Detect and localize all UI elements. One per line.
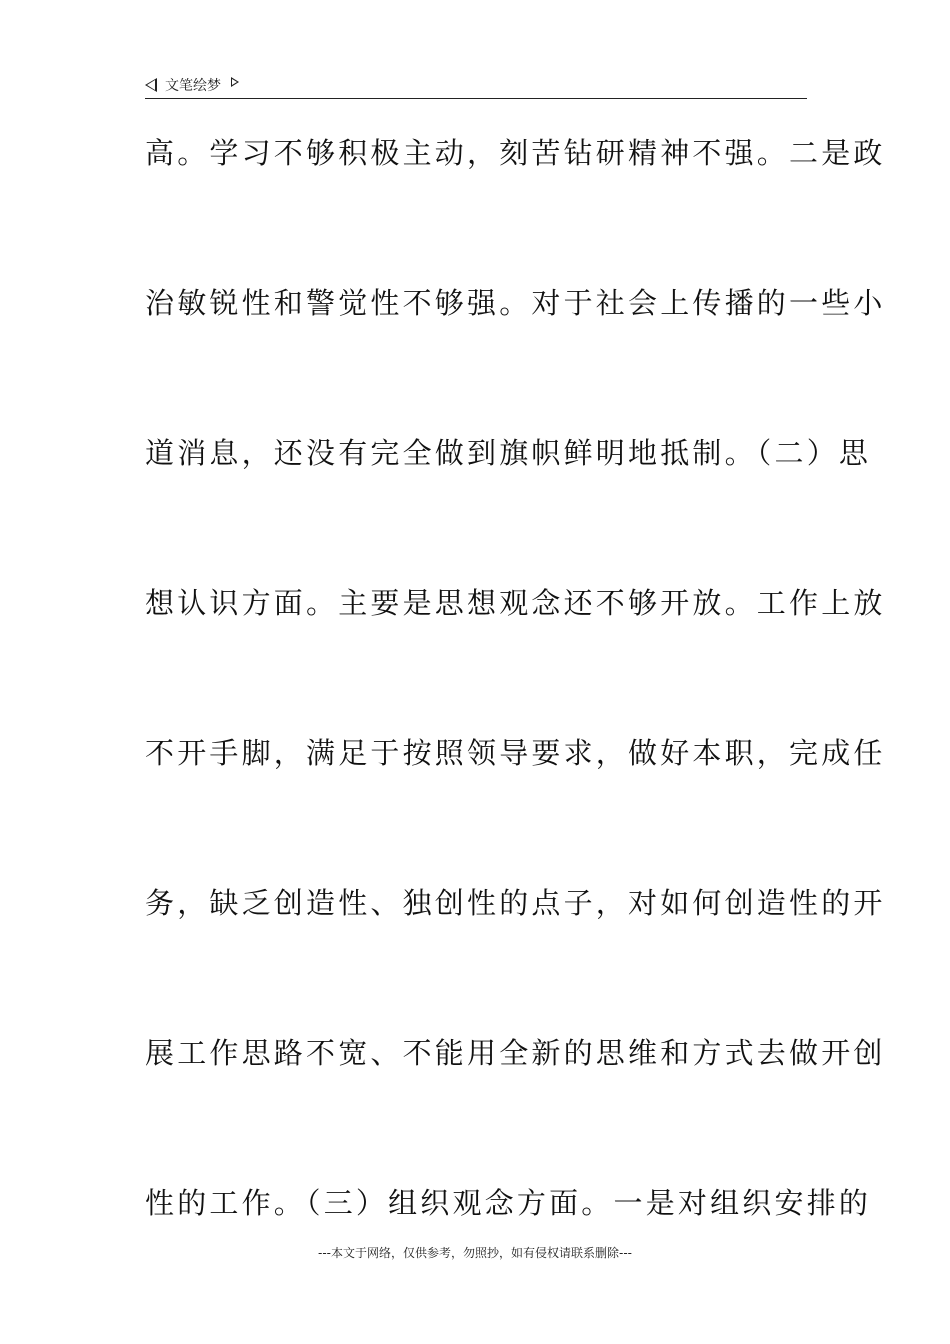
body-line: 务，缺乏创造性、独创性的点子，对如何创造性的开 [145,886,886,920]
body-line: 性的工作。（三）组织观念方面。一是对组织安排的 [145,1186,872,1220]
body-line: 治敏锐性和警觉性不够强。对于社会上传播的一些小 [145,286,886,320]
page-footer: ---本文于网络，仅供参考，勿照抄，如有侵权请联系删除--- [318,1246,632,1260]
body-line: 道消息，还没有完全做到旗帜鲜明地抵制。（二）思 [145,436,872,470]
body-line: 高。学习不够积极主动，刻苦钻研精神不强。二是政 [145,136,886,170]
document-body [145,124,886,1324]
body-line: 想认识方面。主要是思想观念还不够开放。工作上放 [145,586,886,620]
header-title: 文笔绘梦 [165,78,221,94]
page-header [145,72,807,99]
triangle-left-icon [145,78,157,92]
body-line: 展工作思路不宽、不能用全新的思维和方式去做开创 [145,1036,886,1070]
triangle-right-icon [231,77,239,87]
body-line: 不开手脚，满足于按照领导要求，做好本职，完成任 [145,736,886,770]
